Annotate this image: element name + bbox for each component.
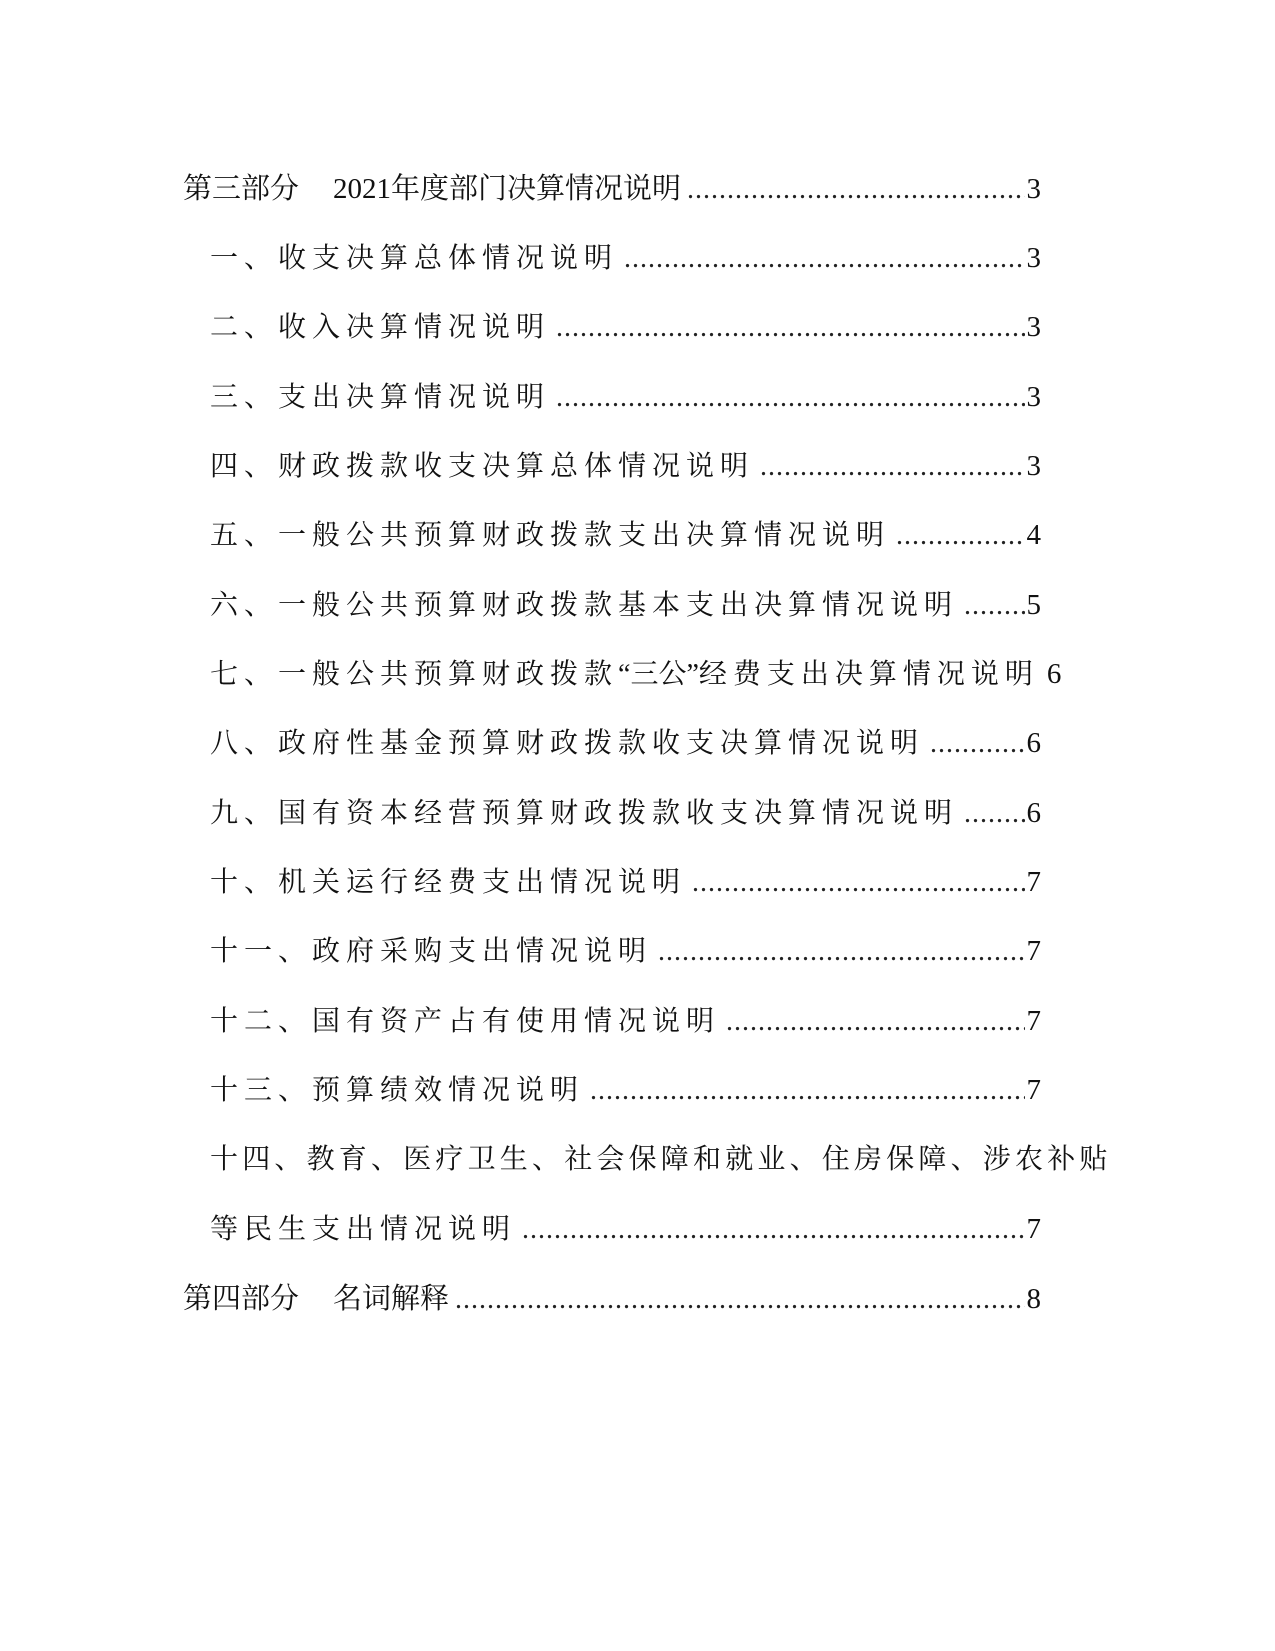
toc-page-number: 3 — [1026, 242, 1041, 274]
toc-item-14-line1[interactable]: 十四、教育、医疗卫生、社会保障和就业、住房保障、涉农补贴 — [210, 1142, 1112, 1175]
dot-leader — [556, 306, 1024, 350]
toc-item-10[interactable] — [210, 860, 1041, 904]
toc-page-number: 3 — [1026, 450, 1041, 482]
dot-leader — [964, 584, 1024, 628]
dot-leader — [687, 168, 1024, 212]
toc-part4-text: 名词解释 — [333, 1281, 450, 1315]
toc-item-title: 十二、国有资产占有使用情况说明 — [210, 1004, 721, 1037]
dot-leader — [964, 792, 1024, 836]
toc-item-1[interactable] — [210, 236, 1041, 280]
toc-item-title: 一、收支决算总体情况说明 — [210, 241, 619, 274]
toc-part3-text: 年度部门决算情况说明 — [391, 171, 682, 205]
toc-item-13[interactable] — [210, 1068, 1041, 1112]
toc-part4-title — [183, 1276, 449, 1320]
toc-item-11[interactable] — [210, 929, 1041, 973]
toc-item-7[interactable] — [210, 652, 1062, 696]
toc-page-number: 7 — [1026, 935, 1041, 967]
toc-page-number: 3 — [1026, 311, 1041, 343]
dot-leader — [760, 445, 1024, 489]
toc-item-title: 六、一般公共预算财政拨款基本支出决算情况说明 — [210, 588, 959, 621]
toc-item-title: 九、国有资本经营预算财政拨款收支决算情况说明 — [210, 796, 959, 829]
dot-leader — [590, 1069, 1024, 1113]
toc-page-number: 4 — [1026, 519, 1041, 551]
dot-leader — [726, 1000, 1024, 1044]
toc-item-12[interactable] — [210, 999, 1041, 1043]
dot-leader — [624, 237, 1024, 281]
dot-leader — [692, 861, 1024, 905]
toc-page-number: 6 — [1046, 658, 1062, 690]
toc-page-number: 6 — [1026, 797, 1041, 829]
toc-page-number: 7 — [1026, 1005, 1041, 1037]
dot-leader — [556, 376, 1024, 420]
toc-item-title-part: 七、一般公共预算财政拨款 — [210, 657, 619, 690]
toc-page-number: 6 — [1026, 727, 1041, 759]
toc-item-title: 八、政府性基金预算财政拨款收支决算情况说明 — [210, 726, 925, 759]
toc-item-3[interactable] — [210, 375, 1041, 419]
toc-page-number: 7 — [1026, 866, 1041, 898]
toc-item-2[interactable] — [210, 305, 1041, 349]
toc-part4-label: 第四部分 — [183, 1281, 300, 1315]
toc-item-title: 四、财政拨款收支决算总体情况说明 — [210, 449, 755, 482]
dot-leader — [896, 514, 1024, 558]
toc-item-title: 十、机关运行经费支出情况说明 — [210, 865, 687, 898]
toc-part4[interactable] — [183, 1276, 1041, 1320]
toc-item-title: 五、一般公共预算财政拨款支出决算情况说明 — [210, 518, 891, 551]
toc-item-title: 等民生支出情况说明 — [210, 1212, 517, 1245]
toc-item-title: 十三、预算绩效情况说明 — [210, 1073, 585, 1106]
toc-item-4[interactable] — [210, 444, 1041, 488]
dot-leader — [455, 1278, 1024, 1322]
toc-page-number: 3 — [1026, 381, 1041, 413]
toc-part3-label: 第三部分 — [183, 171, 300, 205]
toc-page-number: 7 — [1026, 1213, 1041, 1245]
toc-page-number: 7 — [1026, 1074, 1041, 1106]
toc-item-title: 十一、政府采购支出情况说明 — [210, 934, 653, 967]
toc-item-title-quote: “三公” — [618, 659, 699, 690]
toc-part3-year: 2021 — [333, 173, 392, 205]
toc-item-6[interactable] — [210, 583, 1041, 627]
toc-item-title — [210, 652, 1039, 697]
dot-leader — [658, 930, 1024, 974]
dot-leader — [930, 722, 1024, 766]
toc-page-number: 5 — [1026, 589, 1041, 621]
toc-page-number: 3 — [1026, 173, 1041, 205]
toc-item-14[interactable] — [210, 1207, 1041, 1251]
toc-item-8[interactable] — [210, 721, 1041, 765]
toc-item-9[interactable] — [210, 791, 1041, 835]
toc-part3-title — [183, 166, 681, 211]
toc-item-title: 三、支出决算情况说明 — [210, 380, 551, 413]
toc-item-title-part: 经费支出决算情况说明 — [698, 657, 1039, 690]
toc-item-5[interactable] — [210, 513, 1041, 557]
dot-leader — [522, 1208, 1024, 1252]
toc-page-number: 8 — [1026, 1283, 1041, 1315]
toc-part3[interactable] — [183, 166, 1041, 210]
toc-item-title: 二、收入决算情况说明 — [210, 310, 551, 343]
